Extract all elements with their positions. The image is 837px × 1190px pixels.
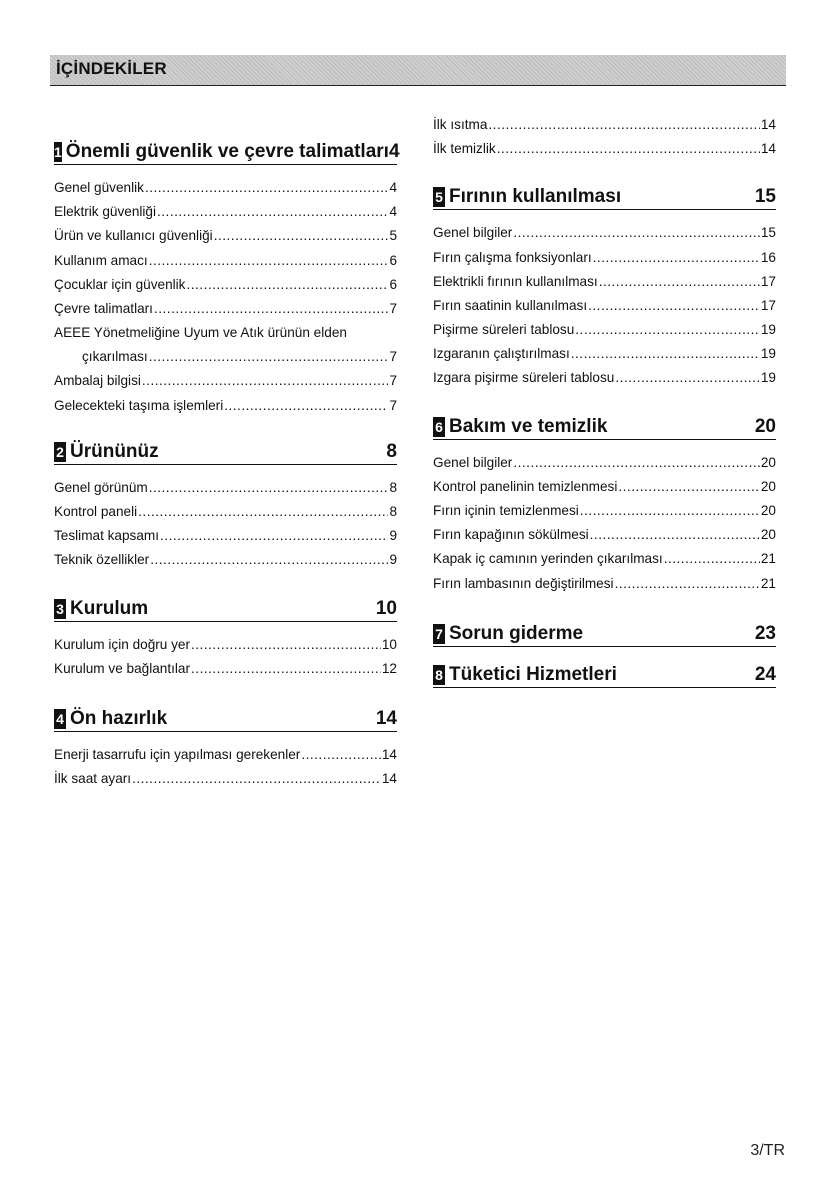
- section-page: 24: [754, 663, 776, 685]
- section-title: Tüketici Hizmetleri: [449, 663, 617, 685]
- toc-entry-continuation[interactable]: [54, 345, 397, 369]
- section-title: Ürününüz: [70, 440, 159, 462]
- section-heading[interactable]: [433, 181, 776, 210]
- entry-page: 14: [760, 141, 776, 157]
- dot-leader: [157, 200, 388, 224]
- entry-page: 9: [389, 552, 397, 568]
- entry-title: İlk ısıtma: [433, 116, 488, 132]
- dot-leader: [132, 767, 381, 791]
- toc-section-3: [54, 593, 397, 681]
- entry-page: 14: [760, 116, 776, 132]
- dot-leader: [149, 476, 389, 500]
- toc-entry[interactable]: [54, 743, 397, 767]
- dot-leader: [575, 318, 760, 342]
- dot-leader: [497, 137, 760, 161]
- entry-title: Fırın lambasının değiştirilmesi: [433, 575, 614, 591]
- entry-title: Fırın kapağının sökülmesi: [433, 527, 589, 543]
- section-number-badge: 2: [54, 442, 66, 462]
- entry-page: 7: [389, 397, 397, 413]
- section-page: 15: [754, 186, 776, 208]
- toc-entry[interactable]: [433, 523, 776, 547]
- entry-page: 17: [760, 297, 776, 313]
- entry-title: Teknik özellikler: [54, 552, 150, 568]
- dot-leader: [214, 224, 389, 248]
- dot-leader: [224, 394, 388, 418]
- toc-entry[interactable]: [433, 499, 776, 523]
- dot-leader: [571, 342, 760, 366]
- entry-page: 6: [389, 276, 397, 292]
- dot-leader: [154, 297, 388, 321]
- entry-page: 8: [389, 479, 397, 495]
- toc-entry[interactable]: [433, 572, 776, 596]
- entry-title: Genel bilgiler: [433, 225, 513, 241]
- entry-title: Elektrikli fırının kullanılması: [433, 273, 598, 289]
- section-title: Fırının kullanılması: [449, 186, 622, 208]
- toc-entry[interactable]: [54, 176, 397, 200]
- entry-page: 7: [389, 373, 397, 389]
- entry-title: AEEE Yönetmeliğine Uyum ve Atık ürünün elden: [54, 325, 347, 341]
- entry-page: 19: [760, 322, 776, 338]
- section-page: 23: [754, 622, 776, 644]
- toc-entry[interactable]: [54, 476, 397, 500]
- toc-section-1: [54, 136, 400, 418]
- dot-leader: [301, 743, 381, 767]
- page-number: 3/TR: [750, 1142, 785, 1159]
- entry-title: Kullanım amacı: [54, 252, 148, 268]
- entry-page: 16: [760, 249, 776, 265]
- section-page: 4: [388, 141, 400, 162]
- toc-entry[interactable]: [433, 318, 776, 342]
- entry-title: Pişirme süreleri tablosu: [433, 322, 575, 338]
- entry-title: Enerji tasarrufu için yapılması gerekenler: [54, 746, 301, 762]
- entry-title: Izgara pişirme süreleri tablosu: [433, 370, 615, 386]
- section-title: Bakım ve temizlik: [449, 415, 608, 437]
- dot-leader: [186, 273, 388, 297]
- entry-title: Kurulum için doğru yer: [54, 636, 190, 652]
- toc-right-column: [433, 113, 776, 699]
- entry-title: Kapak iç camının yerinden çıkarılması: [433, 551, 663, 567]
- dot-leader: [664, 547, 760, 571]
- dot-leader: [593, 246, 760, 270]
- toc-entry[interactable]: [433, 270, 776, 294]
- dot-leader: [149, 345, 389, 369]
- section-page: 20: [754, 415, 776, 437]
- entry-title: Teslimat kapsamı: [54, 528, 160, 544]
- dot-leader: [488, 113, 759, 137]
- dot-leader: [615, 366, 760, 390]
- dot-leader: [615, 572, 760, 596]
- entry-page: 7: [389, 300, 397, 316]
- entry-page: 12: [381, 660, 397, 676]
- section-heading[interactable]: [433, 659, 776, 688]
- entry-page: 10: [381, 636, 397, 652]
- entry-title-continuation: çıkarılması: [82, 349, 148, 365]
- dot-leader: [142, 369, 389, 393]
- entry-page: 19: [760, 370, 776, 386]
- entry-title: Izgaranın çalıştırılması: [433, 346, 570, 362]
- entry-title: Genel bilgiler: [433, 454, 513, 470]
- entry-page: 21: [760, 575, 776, 591]
- section-title: Önemli güvenlik ve çevre talimatları: [65, 141, 389, 162]
- section-number-badge: 6: [433, 417, 445, 437]
- section-page: 10: [375, 597, 397, 619]
- section-page: 8: [386, 440, 397, 462]
- toc-entry[interactable]: [433, 342, 776, 366]
- entry-page: 4: [389, 179, 397, 195]
- section-number-badge: 5: [433, 187, 445, 207]
- entry-title: Fırın çalışma fonksiyonları: [433, 249, 592, 265]
- entry-title: Çevre talimatları: [54, 300, 153, 316]
- entry-title: Ambalaj bilgisi: [54, 373, 141, 389]
- toc-entry[interactable]: [433, 221, 776, 245]
- dot-leader: [138, 500, 388, 524]
- toc-entry[interactable]: [54, 224, 397, 248]
- section-number-badge: 7: [433, 624, 445, 644]
- section-heading[interactable]: [54, 436, 397, 465]
- entry-title: Genel görünüm: [54, 479, 148, 495]
- section-title: Kurulum: [70, 597, 149, 619]
- entry-page: 19: [760, 346, 776, 362]
- toc-entry[interactable]: [54, 249, 397, 273]
- toc-entry[interactable]: [433, 246, 776, 270]
- section-number-badge: 3: [54, 599, 66, 619]
- toc-entry[interactable]: [433, 137, 776, 161]
- toc-entry[interactable]: [433, 113, 776, 137]
- dot-leader: [588, 294, 760, 318]
- section-title: Ön hazırlık: [70, 708, 168, 729]
- entry-title: Gelecekteki taşıma işlemleri: [54, 397, 224, 413]
- dot-leader: [580, 499, 760, 523]
- entry-page: 6: [389, 252, 397, 268]
- entry-page: 20: [760, 503, 776, 519]
- entry-title: Çocuklar için güvenlik: [54, 276, 186, 292]
- dot-leader: [513, 451, 760, 475]
- entry-title: Fırın saatinin kullanılması: [433, 297, 588, 313]
- section-heading[interactable]: [54, 593, 397, 622]
- entry-page: 20: [760, 478, 776, 494]
- dot-leader: [149, 249, 389, 273]
- dot-leader: [160, 524, 388, 548]
- toc-entry[interactable]: [433, 367, 776, 391]
- entry-title: Kontrol paneli: [54, 504, 138, 520]
- toc-entry-first-line[interactable]: [54, 321, 397, 345]
- dot-leader: [191, 633, 381, 657]
- section-number-badge: 8: [433, 665, 445, 685]
- entry-page: 5: [389, 228, 397, 244]
- toc-entry[interactable]: [433, 547, 776, 571]
- section-title: Sorun giderme: [449, 622, 584, 644]
- toc-entry[interactable]: [54, 200, 397, 224]
- toc-header-banner: [50, 55, 786, 86]
- toc-entry[interactable]: [54, 370, 397, 394]
- section-heading[interactable]: [54, 136, 400, 165]
- toc-entry[interactable]: [54, 500, 397, 524]
- entry-page: 14: [381, 746, 397, 762]
- section-heading[interactable]: [433, 411, 776, 440]
- dot-leader: [513, 221, 760, 245]
- entry-page: 20: [760, 454, 776, 470]
- entry-page: 17: [760, 273, 776, 289]
- toc-left-column: [54, 136, 400, 791]
- toc-entry[interactable]: [54, 657, 397, 681]
- dot-leader: [618, 475, 760, 499]
- entry-page: 9: [389, 528, 397, 544]
- section-number-badge: 1: [54, 144, 62, 160]
- toc-section-2: [54, 436, 397, 573]
- entry-title: Kontrol panelinin temizlenmesi: [433, 478, 618, 494]
- toc-section-7: [433, 618, 776, 647]
- toc-entry[interactable]: [54, 524, 397, 548]
- toc-entry[interactable]: [54, 273, 397, 297]
- entry-page: 20: [760, 527, 776, 543]
- entry-title: Genel güvenlik: [54, 179, 144, 195]
- entry-title: Kurulum ve bağlantılar: [54, 660, 191, 676]
- entry-title: Fırın içinin temizlenmesi: [433, 503, 579, 519]
- entry-title: Ürün ve kullanıcı güvenliği: [54, 228, 213, 244]
- entry-title: İlk saat ayarı: [54, 771, 132, 787]
- dot-leader: [191, 657, 381, 681]
- entry-page: 21: [760, 551, 776, 567]
- entry-title: Elektrik güvenliği: [54, 204, 156, 220]
- dot-leader: [590, 523, 760, 547]
- entry-page: 4: [389, 204, 397, 220]
- section-heading[interactable]: [54, 703, 397, 732]
- toc-entry[interactable]: [433, 294, 776, 318]
- toc-entry[interactable]: [433, 451, 776, 475]
- toc-entry[interactable]: [54, 767, 397, 791]
- entry-page: 8: [389, 504, 397, 520]
- section-heading[interactable]: [433, 618, 776, 647]
- toc-entry[interactable]: [54, 394, 397, 418]
- dot-leader: [150, 548, 388, 572]
- dot-leader: [145, 176, 389, 200]
- toc-entry[interactable]: [433, 475, 776, 499]
- dot-leader: [599, 270, 760, 294]
- page-title: İÇİNDEKİLER: [56, 59, 167, 78]
- entry-page: 14: [381, 771, 397, 787]
- section-number-badge: 4: [54, 709, 66, 729]
- toc-entry[interactable]: [54, 297, 397, 321]
- toc-section-6: [433, 411, 776, 596]
- toc-section-4: [54, 703, 397, 791]
- toc-entry[interactable]: [54, 633, 397, 657]
- toc-section-5: [433, 181, 776, 390]
- toc-section-8: [433, 659, 776, 688]
- entry-page: 7: [389, 349, 397, 365]
- toc-entry[interactable]: [54, 548, 397, 572]
- entry-title: İlk temizlik: [433, 141, 496, 157]
- entry-page: 15: [760, 225, 776, 241]
- section-page: 14: [375, 708, 397, 729]
